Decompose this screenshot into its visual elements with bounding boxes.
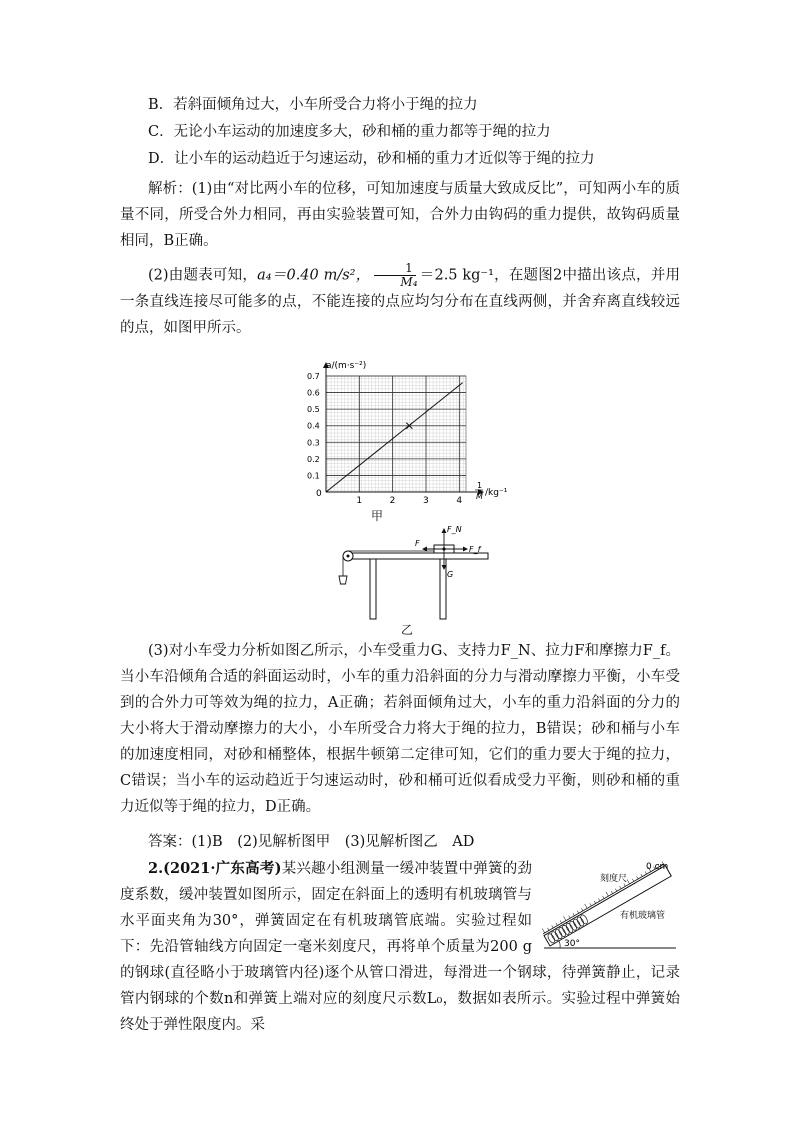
ruler-tick — [552, 925, 554, 928]
analysis-part1-text: 解析：(1)由“对比两小车的位移，可知加速度与质量大致成反比”，可知两小车的质量不同，所受合外力相同，再由实验装置可知，合外力由钩码的重力提供，故钩码质量相同，B正确。 — [120, 181, 680, 249]
figure-yi-caption: 乙 — [401, 623, 414, 637]
origin-label: 0 — [316, 489, 322, 499]
angle-arc — [559, 941, 560, 948]
table-leg-left — [370, 559, 376, 619]
ruler-tick — [581, 908, 583, 911]
y-tick-label: 0.7 — [307, 372, 320, 381]
y-tick-label: 0.6 — [307, 388, 320, 398]
ruler-tick — [573, 913, 575, 916]
ruler-tick — [624, 884, 626, 887]
figure-jia-caption: 甲 — [371, 509, 384, 523]
ruler-tick — [585, 904, 588, 908]
ruler-tick — [615, 889, 617, 892]
label-f: F — [415, 539, 420, 548]
y-tick-label: 0.4 — [307, 421, 320, 431]
y-axis-label: a/(m·s⁻²) — [326, 361, 367, 371]
ruler-tick — [632, 879, 634, 882]
a4-value: a₄＝0.40 m/s²， — [257, 267, 371, 284]
y-tick-label: 0.2 — [307, 454, 320, 464]
option-d: D．让小车的运动趋近于匀速运动，砂和桶的重力才近似等于绳的拉力 — [148, 151, 595, 167]
fraction-numerator: 1 — [374, 262, 416, 276]
ruler-tick — [594, 901, 596, 904]
tube-label: 有机玻璃管 — [620, 911, 666, 921]
x-label-unit: /kg⁻¹ — [485, 488, 508, 498]
inclined-tube-group — [541, 860, 672, 946]
ruler-tick — [611, 891, 613, 894]
figure-jia-graph — [290, 358, 530, 518]
ruler-tick — [641, 874, 643, 877]
ruler-tick — [547, 928, 549, 931]
fraction-denominator: M₄ — [400, 275, 418, 289]
label-fn: F_N — [447, 525, 462, 534]
ruler-tick — [542, 929, 545, 933]
angle-label: 30° — [564, 939, 580, 949]
ruler-label: 刻度尺 — [600, 874, 628, 884]
x-tick-label: 3 — [423, 496, 429, 506]
ruler-tick — [563, 916, 566, 920]
pulley-axle — [347, 555, 350, 558]
label-ff: F_f — [469, 545, 481, 554]
x-tick-label: 1 — [356, 496, 363, 506]
figure-yi-diagram — [330, 524, 500, 624]
friction-arrowhead — [463, 547, 468, 552]
ruler-tick — [627, 880, 630, 884]
analysis-part2 — [120, 262, 680, 341]
ruler-tick — [620, 886, 622, 889]
analysis-part2-intro: (2)由题表可知， — [148, 267, 258, 284]
normal-force-arrowhead — [442, 528, 447, 533]
label-g: G — [447, 570, 454, 579]
sand-bucket — [339, 576, 347, 584]
ruler-tick — [569, 916, 571, 919]
problem-2-source: 2.(2021·广东高考) — [148, 860, 282, 877]
y-tick-label: 0.1 — [307, 471, 320, 481]
analysis-part3 — [120, 638, 680, 820]
ruler-tick — [590, 903, 592, 906]
ruler-tick — [598, 898, 600, 901]
y-tick-label: 0.5 — [307, 405, 320, 415]
x-label-numerator: 1 — [477, 481, 483, 490]
analysis-part3-text: (3)对小车受力分析如图乙所示，小车受重力G、支持力F_N、拉力F和摩擦力F_f。当小车沿倾角合适的斜面运动时，小车的重力沿斜面的分力与滑动摩擦力平衡，小车受到的合外力可等效为绳的拉力，A正确；若斜面倾角过大，小车的重力沿斜面的分力的大小将大于滑动摩擦力的大小，小车所受合力将大于绳的拉力，B错误；砂和桶与小车的加速度相同，对砂和桶整体，根据牛顿第二定律可知，它们的重力要大于绳的拉力，C错误；当小车的运动趋近于匀速运动时，砂和桶可近似看成受力平衡，则砂和桶的重力近似等于绳的拉力，D正确。 — [120, 643, 680, 815]
problem-2-figure — [540, 856, 680, 956]
ruler-tick — [560, 920, 562, 923]
plot-area — [307, 362, 484, 506]
problem-2-body: 某兴趣小组测量一缓冲装置中弹簧的劲度系数，缓冲装置如图所示，固定在斜面上的透明有机玻璃管与水平面夹角为30°，弹簧固定在有机玻璃管底端。实验过程如下：先沿管轴线方向固定一毫米刻度尺，再将单个质量为200 g的钢球(直径略小于玻璃管内径)逐个从管口滑进，每滑进一个钢球，待弹簧静止，记录管内钢球的个数n和弹簧上端对应的刻度尺示数L₀，数据如表所示。实验过程中弹簧始终处于弹性限度内。采 — [120, 861, 680, 1033]
x-tick-label: 4 — [456, 496, 463, 506]
analysis-part2-rest: ＝2.5 kg⁻¹，在题图2中描出该点，并用一条直线连接尽可能多的点，不能连接的点应均匀分布在直线两侧，并舍弃离直线较远的点，如图甲所示。 — [120, 267, 680, 336]
option-b: B．若斜面倾角过大，小车所受合力将小于绳的拉力 — [148, 97, 478, 113]
ruler-tick — [556, 923, 558, 926]
analysis-part1 — [120, 176, 680, 254]
analysis-part2-text — [120, 262, 680, 341]
y-tick-label: 0.3 — [307, 438, 320, 448]
table-top — [348, 553, 488, 559]
ruler-tick — [606, 892, 609, 896]
ruler-tick — [577, 911, 579, 914]
option-c: C．无论小车运动的加速度多大，砂和桶的重力都等于绳的拉力 — [148, 124, 551, 140]
x-label-denominator: M — [476, 492, 483, 501]
ruler-tick — [603, 896, 605, 899]
zero-cm-label: 0 cm — [646, 862, 669, 872]
ruler-tick — [637, 876, 639, 879]
answer-line: 答案：(1)B (2)见解析图甲 (3)见解析图乙 AD — [148, 834, 475, 850]
inverse-mass-fraction — [372, 262, 417, 289]
x-tick-label: 2 — [389, 496, 396, 506]
